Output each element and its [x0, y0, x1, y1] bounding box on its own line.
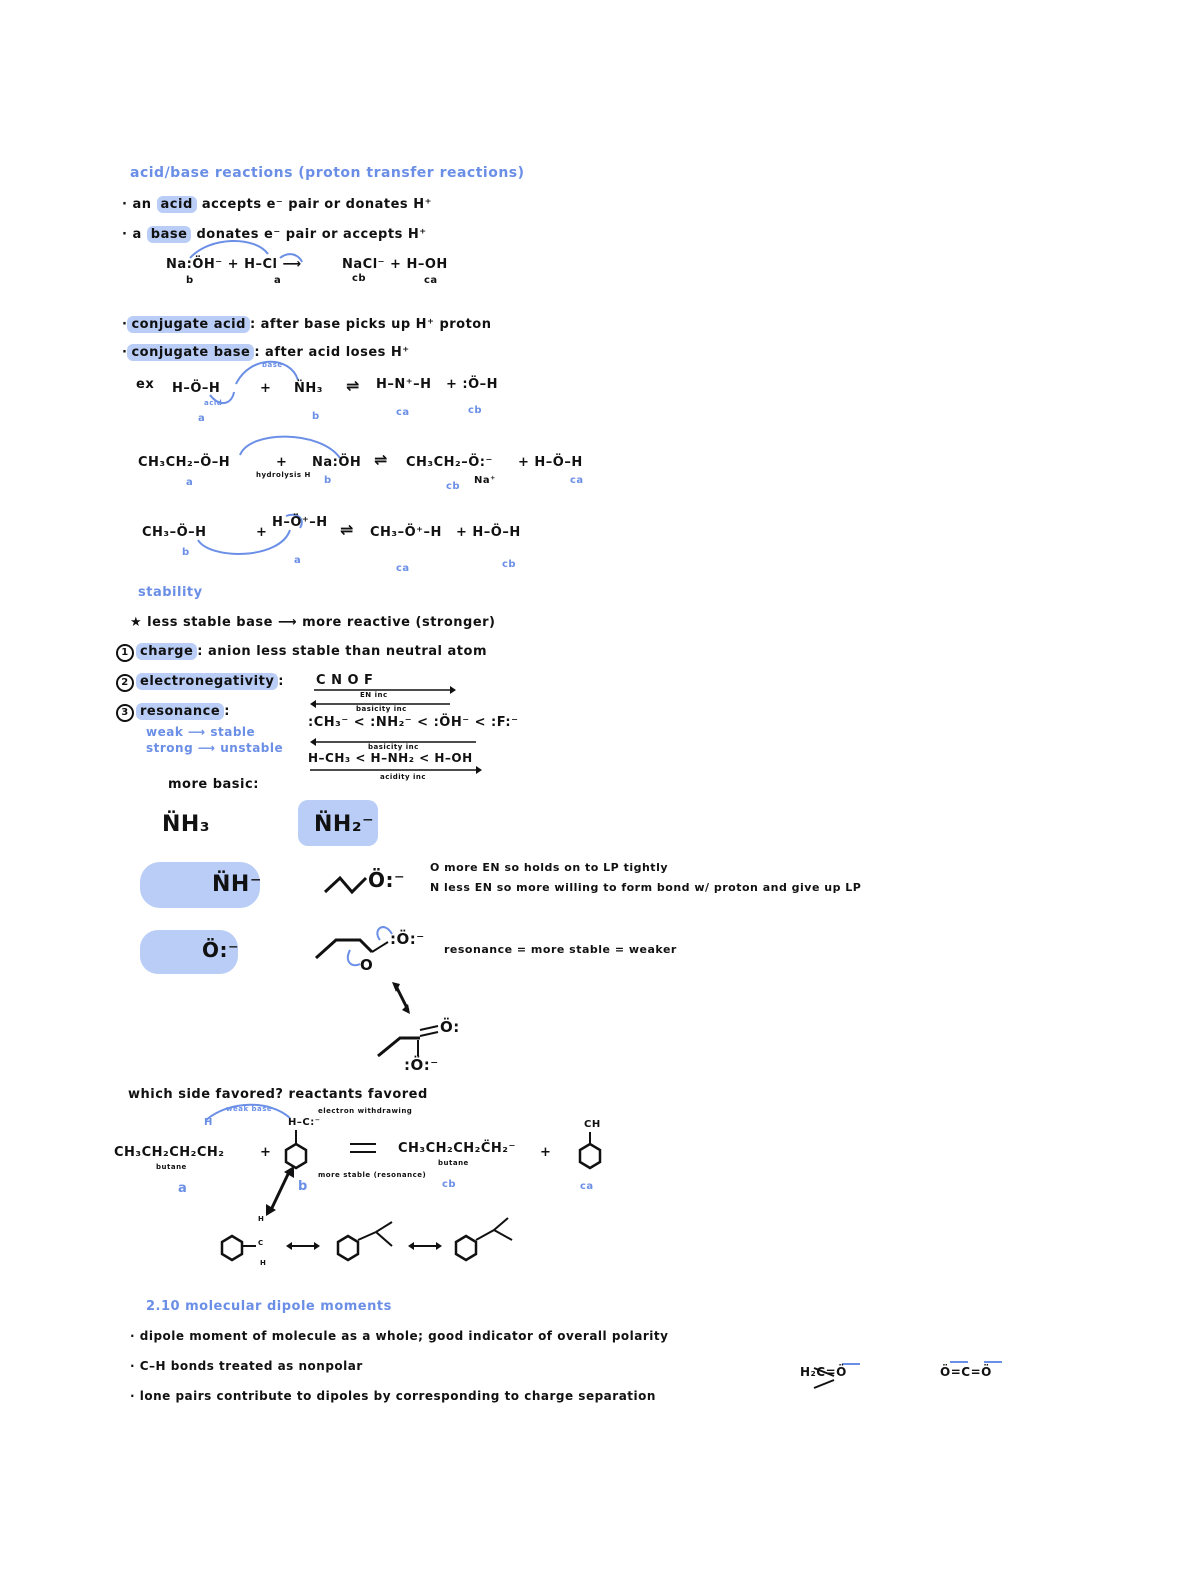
benzene-ring-icon — [456, 1236, 476, 1260]
label-b: b — [182, 547, 190, 558]
stability-heading: stability — [138, 585, 203, 600]
en-colon: : — [278, 674, 284, 689]
bond-icon — [494, 1218, 508, 1230]
weak-stable-note: weak ⟶ stable — [146, 725, 256, 739]
label-ca: ca — [396, 563, 410, 574]
charge-term: charge — [136, 643, 197, 660]
butane-label: butane — [156, 1163, 187, 1171]
arrowhead-icon — [408, 1242, 414, 1250]
reaction-1-right: NaCl⁻ + H–OH — [342, 257, 448, 272]
label-a: a — [178, 1181, 188, 1196]
label-cb: cb — [442, 1179, 457, 1190]
resonance-c: C — [258, 1239, 264, 1247]
basicity-inc-label-2: basicity inc — [368, 743, 419, 751]
label-a: a — [294, 555, 302, 566]
sodium-hydroxide: Na:ÖH — [312, 455, 362, 470]
double-bond-icon — [476, 1230, 494, 1240]
resonance-h2: H — [260, 1259, 267, 1267]
bond-icon — [494, 1230, 512, 1240]
base-def-text: donates e⁻ pair or accepts H⁺ — [196, 227, 427, 242]
plus-sign: + — [276, 455, 288, 470]
plus-sign: + — [540, 1145, 552, 1160]
double-bond-icon — [420, 1032, 438, 1036]
factor-charge — [116, 644, 487, 662]
oxygen-note: O more EN so holds on to LP tightly — [430, 861, 669, 874]
arrowhead-icon — [310, 700, 316, 708]
label-ca: ca — [424, 275, 438, 286]
conjugate-base-definition — [122, 346, 410, 359]
acidic-hydrogen: H — [204, 1117, 213, 1128]
curved-arrow-icon — [190, 241, 268, 258]
plus-sign: + — [260, 1145, 272, 1160]
label-cb: cb — [468, 405, 483, 416]
butanide-label: butane — [438, 1159, 469, 1167]
curved-arrow-icon — [198, 530, 290, 554]
resonance-form-oxygen: Ö: — [440, 1018, 460, 1036]
label-a: a — [186, 477, 194, 488]
carboxylate-oxygen-2: O — [360, 956, 374, 974]
label-b: b — [186, 275, 194, 286]
dipole-bullet-3: · lone pairs contribute to dipoles by corresponding to charge separation — [130, 1389, 656, 1403]
hydronium: H–Ö⁺–H — [272, 515, 328, 530]
nitrogen-note: N less EN so more willing to form bond w/ proton and give up LP — [430, 881, 862, 894]
carbon-chain-icon — [325, 878, 366, 892]
toluene-methyl: CH — [584, 1119, 601, 1130]
water: + H–Ö–H — [518, 455, 583, 470]
resonance-note: resonance = more stable = weaker — [444, 943, 677, 956]
benzyl-anion: H–C:⁻ — [288, 1117, 321, 1128]
dipole-bullet-1: · dipole moment of molecule as a whole; good indicator of overall polarity — [130, 1329, 669, 1343]
charge-text: : anion less stable than neutral atom — [197, 644, 487, 659]
factor-electronegativity — [116, 674, 284, 692]
methanol: CH₃–Ö–H — [142, 525, 207, 540]
label-ca: ca — [580, 1181, 594, 1192]
plus-sign: + — [260, 381, 272, 396]
formaldehyde: H₂C=Ö — [800, 1365, 847, 1379]
sodium-ion: Na⁺ — [474, 475, 496, 486]
conjugate-base-text: : after acid loses H⁺ — [254, 345, 410, 360]
hydrolysis-note: hydrolysis H — [256, 471, 311, 479]
section-heading: acid/base reactions (proton transfer reactions) — [130, 165, 525, 181]
factor-resonance — [116, 704, 230, 722]
acidity-inc-label: acidity inc — [380, 773, 427, 781]
en-inc-label: EN inc — [360, 691, 388, 699]
bond-icon — [376, 1222, 392, 1232]
more-basic-label: more basic: — [168, 777, 259, 792]
resonance-colon: : — [224, 704, 230, 719]
acid-definition — [122, 198, 432, 211]
en-series: C N O F — [316, 673, 374, 688]
carboxylate-oxygen: :Ö:⁻ — [390, 930, 425, 948]
label-ca: ca — [570, 475, 584, 486]
acid-term: acid — [157, 196, 197, 213]
benzene-ring-icon — [222, 1236, 242, 1260]
water: + H–Ö–H — [456, 525, 521, 540]
equilibrium-sign: ⇌ — [340, 520, 354, 539]
dipole-bullet-2: · C–H bonds treated as nonpolar — [130, 1359, 363, 1373]
arrowhead-icon — [476, 766, 482, 774]
strong-unstable-note: strong ⟶ unstable — [146, 741, 284, 755]
double-bond-icon — [420, 1026, 438, 1030]
weak-base-note: weak base — [226, 1105, 273, 1113]
label-a: a — [198, 413, 206, 424]
benzene-ring-icon — [338, 1236, 358, 1260]
resonance-arrow-icon — [270, 1170, 290, 1212]
ammonium: H–N⁺–H — [376, 377, 432, 392]
carboxylate-skeleton-icon — [378, 1038, 420, 1056]
butane: CH₃CH₂CH₂CH₂ — [114, 1145, 225, 1160]
conjugate-base-term: conjugate base — [127, 344, 254, 361]
bond-note: acid — [204, 399, 223, 407]
conjugate-acid-definition — [122, 318, 492, 331]
resonance-h: H — [258, 1215, 265, 1223]
water-molecule: H–Ö–H — [172, 381, 221, 396]
arrow-note: base — [262, 361, 283, 369]
alkoxide: Ö:⁻ — [368, 868, 406, 892]
ammonia: N̈H₃ — [294, 381, 323, 396]
amide-large: N̈H₂⁻ — [314, 812, 375, 837]
label-a: a — [274, 275, 282, 286]
conjugate-acid-text: : after base picks up H⁺ proton — [249, 317, 492, 332]
arrowhead-icon — [310, 738, 316, 746]
carbon-dioxide: Ö=C=Ö — [940, 1365, 992, 1379]
base-definition — [122, 228, 427, 241]
plus-sign: + — [256, 525, 268, 540]
alkoxide-highlighted: Ö:⁻ — [202, 938, 240, 962]
benzene-ring-icon — [286, 1144, 306, 1168]
arrowhead-icon — [286, 1242, 292, 1250]
label-b: b — [324, 475, 332, 486]
reaction-1-left: Na:ÖH⁻ + H–Cl ⟶ — [166, 257, 302, 272]
ammonia-large: N̈H₃ — [162, 812, 210, 837]
number-badge: 2 — [116, 674, 134, 692]
benzene-ring-icon — [580, 1144, 600, 1168]
number-badge: 3 — [116, 704, 134, 722]
curved-arrow-icon — [348, 950, 360, 965]
bond-icon — [376, 1232, 392, 1246]
butyl-anion: CH₃CH₂CH₂C̈H₂⁻ — [398, 1141, 516, 1156]
dipole-heading: 2.10 molecular dipole moments — [146, 1299, 392, 1314]
label-cb: cb — [446, 481, 461, 492]
equilibrium-sign: ⇌ — [346, 376, 360, 395]
double-bond-icon — [358, 1232, 376, 1240]
resonance-form-oxygen-2: :Ö:⁻ — [404, 1056, 439, 1074]
number-badge: 1 — [116, 644, 134, 662]
electron-withdrawing-note: electron withdrawing — [318, 1107, 413, 1115]
bullet: · — [122, 317, 128, 332]
resonance-term: resonance — [136, 703, 224, 720]
acid-series: H–CH₃ < H–NH₂ < H–OH — [308, 751, 473, 765]
example-label: ex — [136, 377, 155, 392]
bullet: · an — [122, 197, 152, 212]
label-b: b — [298, 1179, 308, 1194]
basicity-inc-label: basicity inc — [356, 705, 407, 713]
arrowhead-icon — [436, 1242, 442, 1250]
label-b: b — [312, 411, 320, 422]
ethanol: CH₃CH₂–Ö–H — [138, 455, 231, 470]
ethoxide: CH₃CH₂–Ö:⁻ — [406, 455, 493, 470]
label-cb: cb — [352, 273, 367, 284]
acid-def-text: accepts e⁻ pair or donates H⁺ — [201, 197, 432, 212]
alkylamide: N̈H⁻ — [212, 872, 262, 897]
label-cb: cb — [502, 559, 517, 570]
bullet: · — [122, 345, 128, 360]
favored-heading: which side favored? reactants favored — [128, 1087, 428, 1102]
bullet: · a — [122, 227, 142, 242]
arrowhead-icon — [314, 1242, 320, 1250]
more-stable-note: more stable (resonance) — [318, 1171, 427, 1179]
hydroxide: + :Ö–H — [446, 377, 499, 392]
arrowhead-icon — [450, 686, 456, 694]
stability-rule: ★ less stable base ⟶ more reactive (stronger) — [130, 615, 496, 630]
protonated-methanol: CH₃–Ö⁺–H — [370, 525, 442, 540]
en-term: electronegativity — [136, 673, 278, 690]
conjugate-acid-term: conjugate acid — [127, 316, 249, 333]
base-series: :CH₃⁻ < :NH₂⁻ < :ÖH⁻ < :F:⁻ — [308, 715, 519, 730]
bond-icon — [372, 942, 388, 952]
equilibrium-sign: ⇌ — [374, 450, 388, 469]
label-ca: ca — [396, 407, 410, 418]
base-term: base — [147, 226, 192, 243]
bond-icon — [814, 1380, 834, 1388]
